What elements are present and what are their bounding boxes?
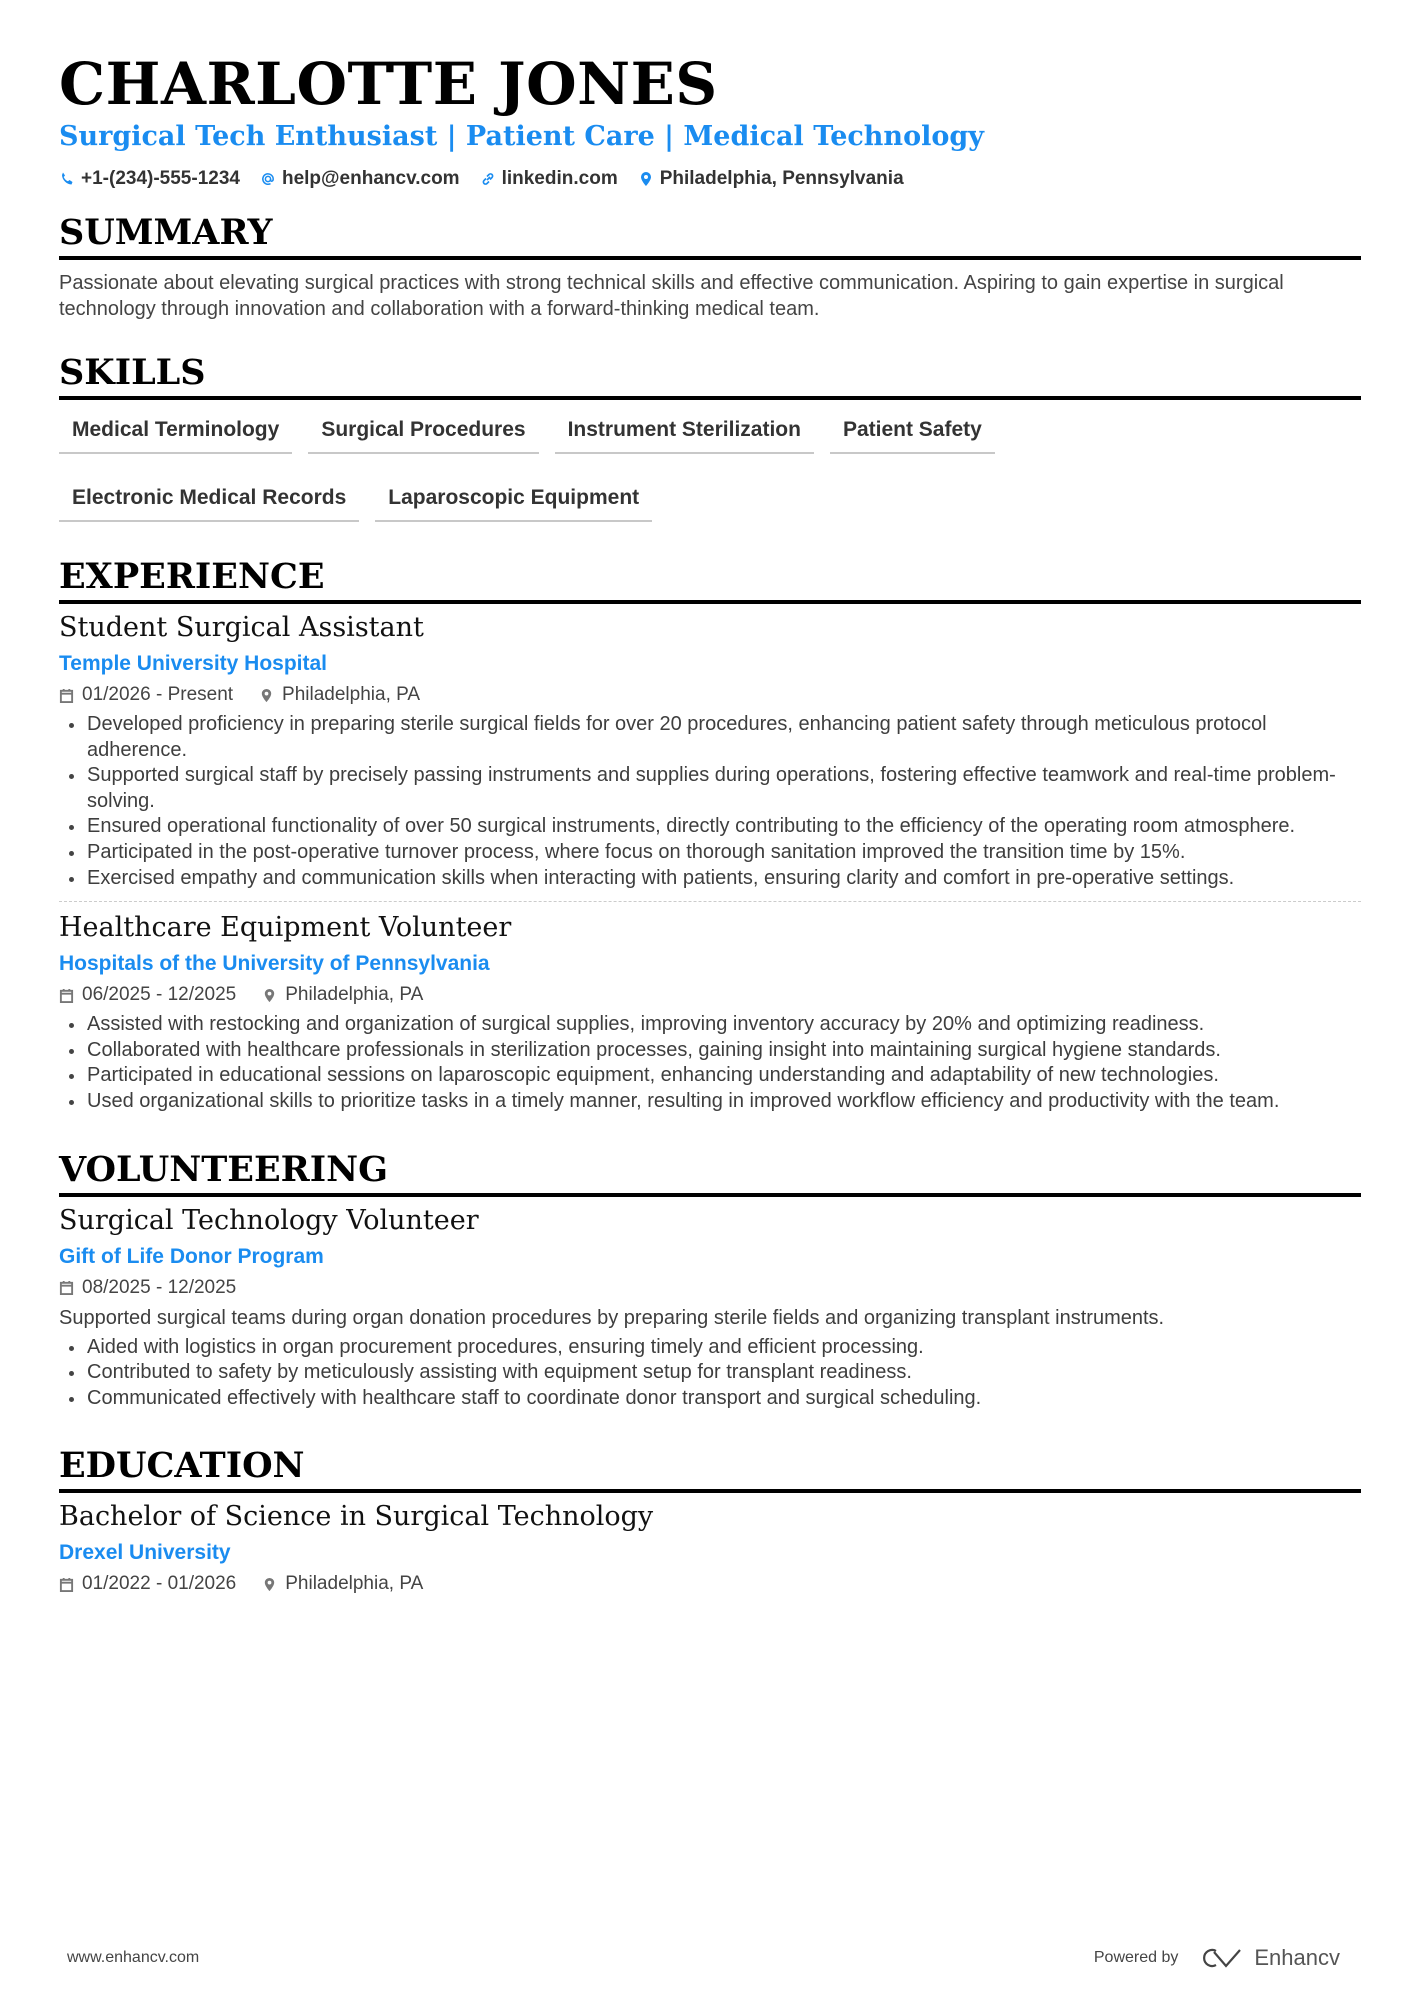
section-heading: VOLUNTEERING (59, 1149, 1361, 1197)
job-dates: 01/2026 - Present (82, 684, 234, 705)
bullet-item: Used organizational skills to prioritize tasks in a timely manner, resulting in improved workflow efficiency and productivity with the team. (59, 1089, 1361, 1115)
experience-section (59, 556, 1361, 1115)
divider (59, 901, 1361, 902)
education-location: Philadelphia, PA (285, 1573, 424, 1595)
calendar-icon (59, 1280, 74, 1295)
education-dates: 01/2022 - 01/2026 (82, 1573, 237, 1595)
section-heading: SUMMARY (59, 212, 1361, 260)
bullet-item: Communicated effectively with healthcare staff to coordinate donor transport and surgical scheduling. (59, 1386, 1361, 1412)
bullet-item: Collaborated with healthcare professionals in sterilization processes, gaining insight into maintaining surgical hygiene standards. (59, 1038, 1361, 1064)
location-text: Philadelphia, Pennsylvania (659, 168, 904, 189)
organization-name: Gift of Life Donor Program (59, 1244, 324, 1268)
enhancv-logo-icon (1200, 1946, 1246, 1970)
summary-text: Passionate about elevating surgical practices with strong technical skills and effective communication. Aspiring to gain expertise in surgical technology through innovation and collaboration with a forward-thinking medical team. (59, 272, 1284, 320)
phone-text: +1-(234)-555-1234 (81, 168, 240, 189)
job-entry (59, 610, 1361, 891)
footer (67, 1945, 1340, 1971)
job-entry (59, 910, 1361, 1114)
skill-tag: Patient Safety (830, 414, 995, 454)
location-icon (638, 171, 654, 187)
degree-title: Bachelor of Science in Surgical Technology (59, 1501, 654, 1533)
bullet-item: Contributed to safety by meticulously assisting with equipment setup for transplant readiness. (59, 1360, 1361, 1386)
section-heading: EXPERIENCE (59, 556, 1361, 604)
location-icon (262, 988, 277, 1003)
enhancv-logo[interactable] (1200, 1945, 1340, 1971)
website-link[interactable]: www.enhancv.com (67, 1949, 200, 1966)
calendar-icon (59, 988, 74, 1003)
volunteer-description: Supported surgical teams during organ donation procedures by preparing sterile fields and organizing transplant instruments. (59, 1306, 1165, 1329)
section-heading: SKILLS (59, 352, 1361, 400)
skill-tag: Medical Terminology (59, 414, 292, 454)
bullet-item: Ensured operational functionality of over 50 surgical instruments, directly contributing to the efficiency of the operating room atmosphere. (59, 814, 1361, 840)
candidate-headline: Surgical Tech Enthusiast | Patient Care | Medical Technology (59, 121, 984, 152)
skill-tag: Laparoscopic Equipment (375, 482, 652, 522)
contact-location (638, 168, 904, 190)
bullet-item: Developed proficiency in preparing sterile surgical fields for over 20 procedures, enhancing patient safety through meticulous protocol adherence. (59, 712, 1361, 763)
contact-linkedin[interactable] (480, 168, 618, 190)
bullet-item: Exercised empathy and communication skills when interacting with patients, ensuring clarity and comfort in pre-operative settings. (59, 866, 1361, 892)
location-icon (262, 1577, 277, 1592)
section-heading: EDUCATION (59, 1445, 1361, 1493)
summary-section (59, 212, 1361, 322)
volunteer-title: Surgical Technology Volunteer (59, 1204, 479, 1236)
education-section (59, 1445, 1361, 1597)
company-name: Hospitals of the University of Pennsylvania (59, 952, 490, 976)
linkedin-text: linkedin.com (501, 168, 618, 189)
calendar-icon (59, 1577, 74, 1592)
bullet-item: Aided with logistics in organ procurement procedures, ensuring timely and efficient processing. (59, 1335, 1361, 1361)
contact-email[interactable] (260, 168, 460, 190)
job-title: Healthcare Equipment Volunteer (59, 912, 512, 944)
bullet-item: Participated in educational sessions on laparoscopic equipment, enhancing understanding and adaptability of new technologies. (59, 1063, 1361, 1089)
at-icon (260, 171, 276, 187)
job-title: Student Surgical Assistant (59, 612, 424, 643)
skills-section (59, 352, 1361, 522)
bullet-item: Supported surgical staff by precisely passing instruments and supplies during operations, fostering effective teamwork and real-time problem-solving. (59, 763, 1361, 814)
skill-tag: Surgical Procedures (308, 414, 538, 454)
email-text: help@enhancv.com (281, 168, 460, 189)
company-name: Temple University Hospital (59, 652, 328, 675)
skill-tag: Instrument Sterilization (555, 414, 814, 454)
calendar-icon (59, 688, 74, 703)
volunteering-section (59, 1149, 1361, 1412)
contact-bar (59, 168, 1361, 190)
resume (59, 50, 1361, 1597)
school-name: Drexel University (59, 1541, 231, 1565)
bullet-item: Participated in the post-operative turnover process, where focus on thorough sanitation improved the transition time by 15%. (59, 840, 1361, 866)
brand-name: Enhancv (1254, 1945, 1340, 1970)
location-icon (259, 688, 274, 703)
contact-phone[interactable] (59, 168, 240, 190)
phone-icon (59, 171, 75, 187)
candidate-name: CHARLOTTE JONES (59, 50, 718, 118)
bullet-item: Assisted with restocking and organization of surgical supplies, improving inventory accuracy by 20% and optimizing readiness. (59, 1012, 1361, 1038)
job-dates: 06/2025 - 12/2025 (82, 984, 237, 1006)
powered-by-label: Powered by (1093, 1949, 1179, 1966)
link-icon (480, 171, 496, 187)
job-location: Philadelphia, PA (282, 684, 421, 705)
skill-tag: Electronic Medical Records (59, 482, 359, 522)
volunteer-dates: 08/2025 - 12/2025 (82, 1276, 237, 1298)
job-location: Philadelphia, PA (285, 984, 424, 1006)
